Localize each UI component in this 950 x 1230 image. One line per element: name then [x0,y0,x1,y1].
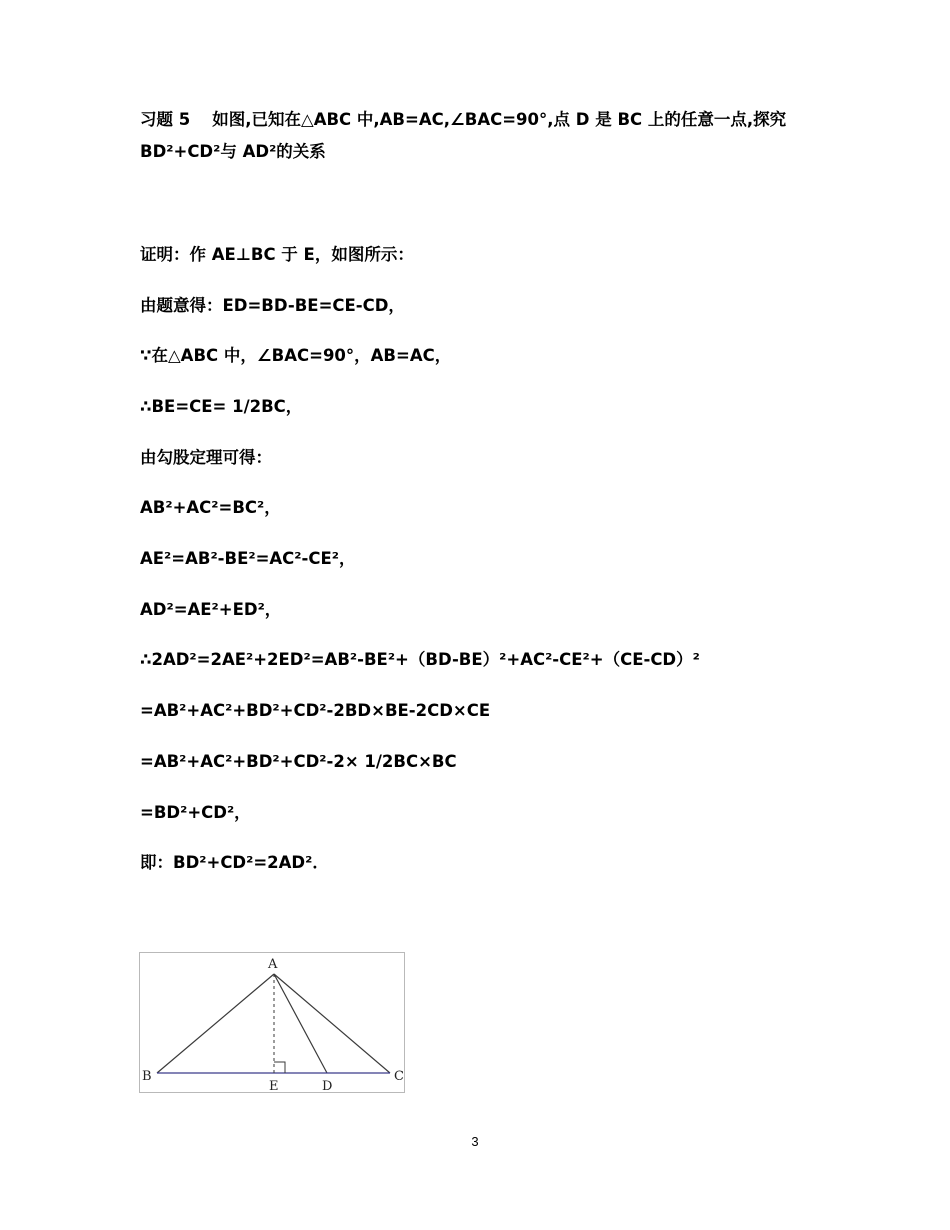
label-e: E [269,1079,279,1094]
proof-line: ∵在△ABC 中，∠BAC=90°，AB=AC， [140,346,452,365]
proof-line: 证明：作 AE⊥BC 于 E，如图所示： [140,245,414,264]
segment-ab [157,974,274,1073]
label-c: C [394,1069,404,1084]
proof-line: 由题意得：ED=BD-BE=CE-CD， [140,296,405,315]
triangle-diagram [140,953,406,1094]
segment-ac [274,974,390,1073]
problem-number: 习题 5 [140,110,191,129]
proof-line: AB²+AC²=BC²， [140,498,281,517]
proof-line: AE²=AB²-BE²=AC²-CE²， [140,549,356,568]
right-angle-mark [274,1062,285,1073]
proof-line: AD²=AE²+ED²， [140,600,282,619]
proof-line: =AB²+AC²+BD²+CD²-2BD×BE-2CD×CE [140,701,491,720]
proof-line: =AB²+AC²+BD²+CD²-2× 1/2BC×BC [140,752,457,771]
problem-text: 如图,已知在△ABC 中,AB=AC,∠BAC=90°,点 D 是 BC 上的任意一点,探究 BD²+CD²与 AD²的关系 [140,110,787,161]
problem-statement [140,104,820,168]
proof-line: 即：BD²+CD²=2AD²． [140,853,329,872]
proof-line: 由勾股定理可得： [140,448,272,467]
label-b: B [142,1069,152,1084]
proof-line: ∴BE=CE= 1/2BC， [140,397,303,416]
segment-ad [274,974,327,1073]
label-d: D [322,1079,333,1094]
triangle-figure [139,952,405,1093]
page-number: 3 [471,1134,479,1149]
proof-line: =BD²+CD²， [140,803,251,822]
label-a: A [268,957,278,972]
proof-line: ∴2AD²=2AE²+2ED²=AB²-BE²+（BD-BE）²+AC²-CE²+（CE-CD）² [140,650,700,669]
